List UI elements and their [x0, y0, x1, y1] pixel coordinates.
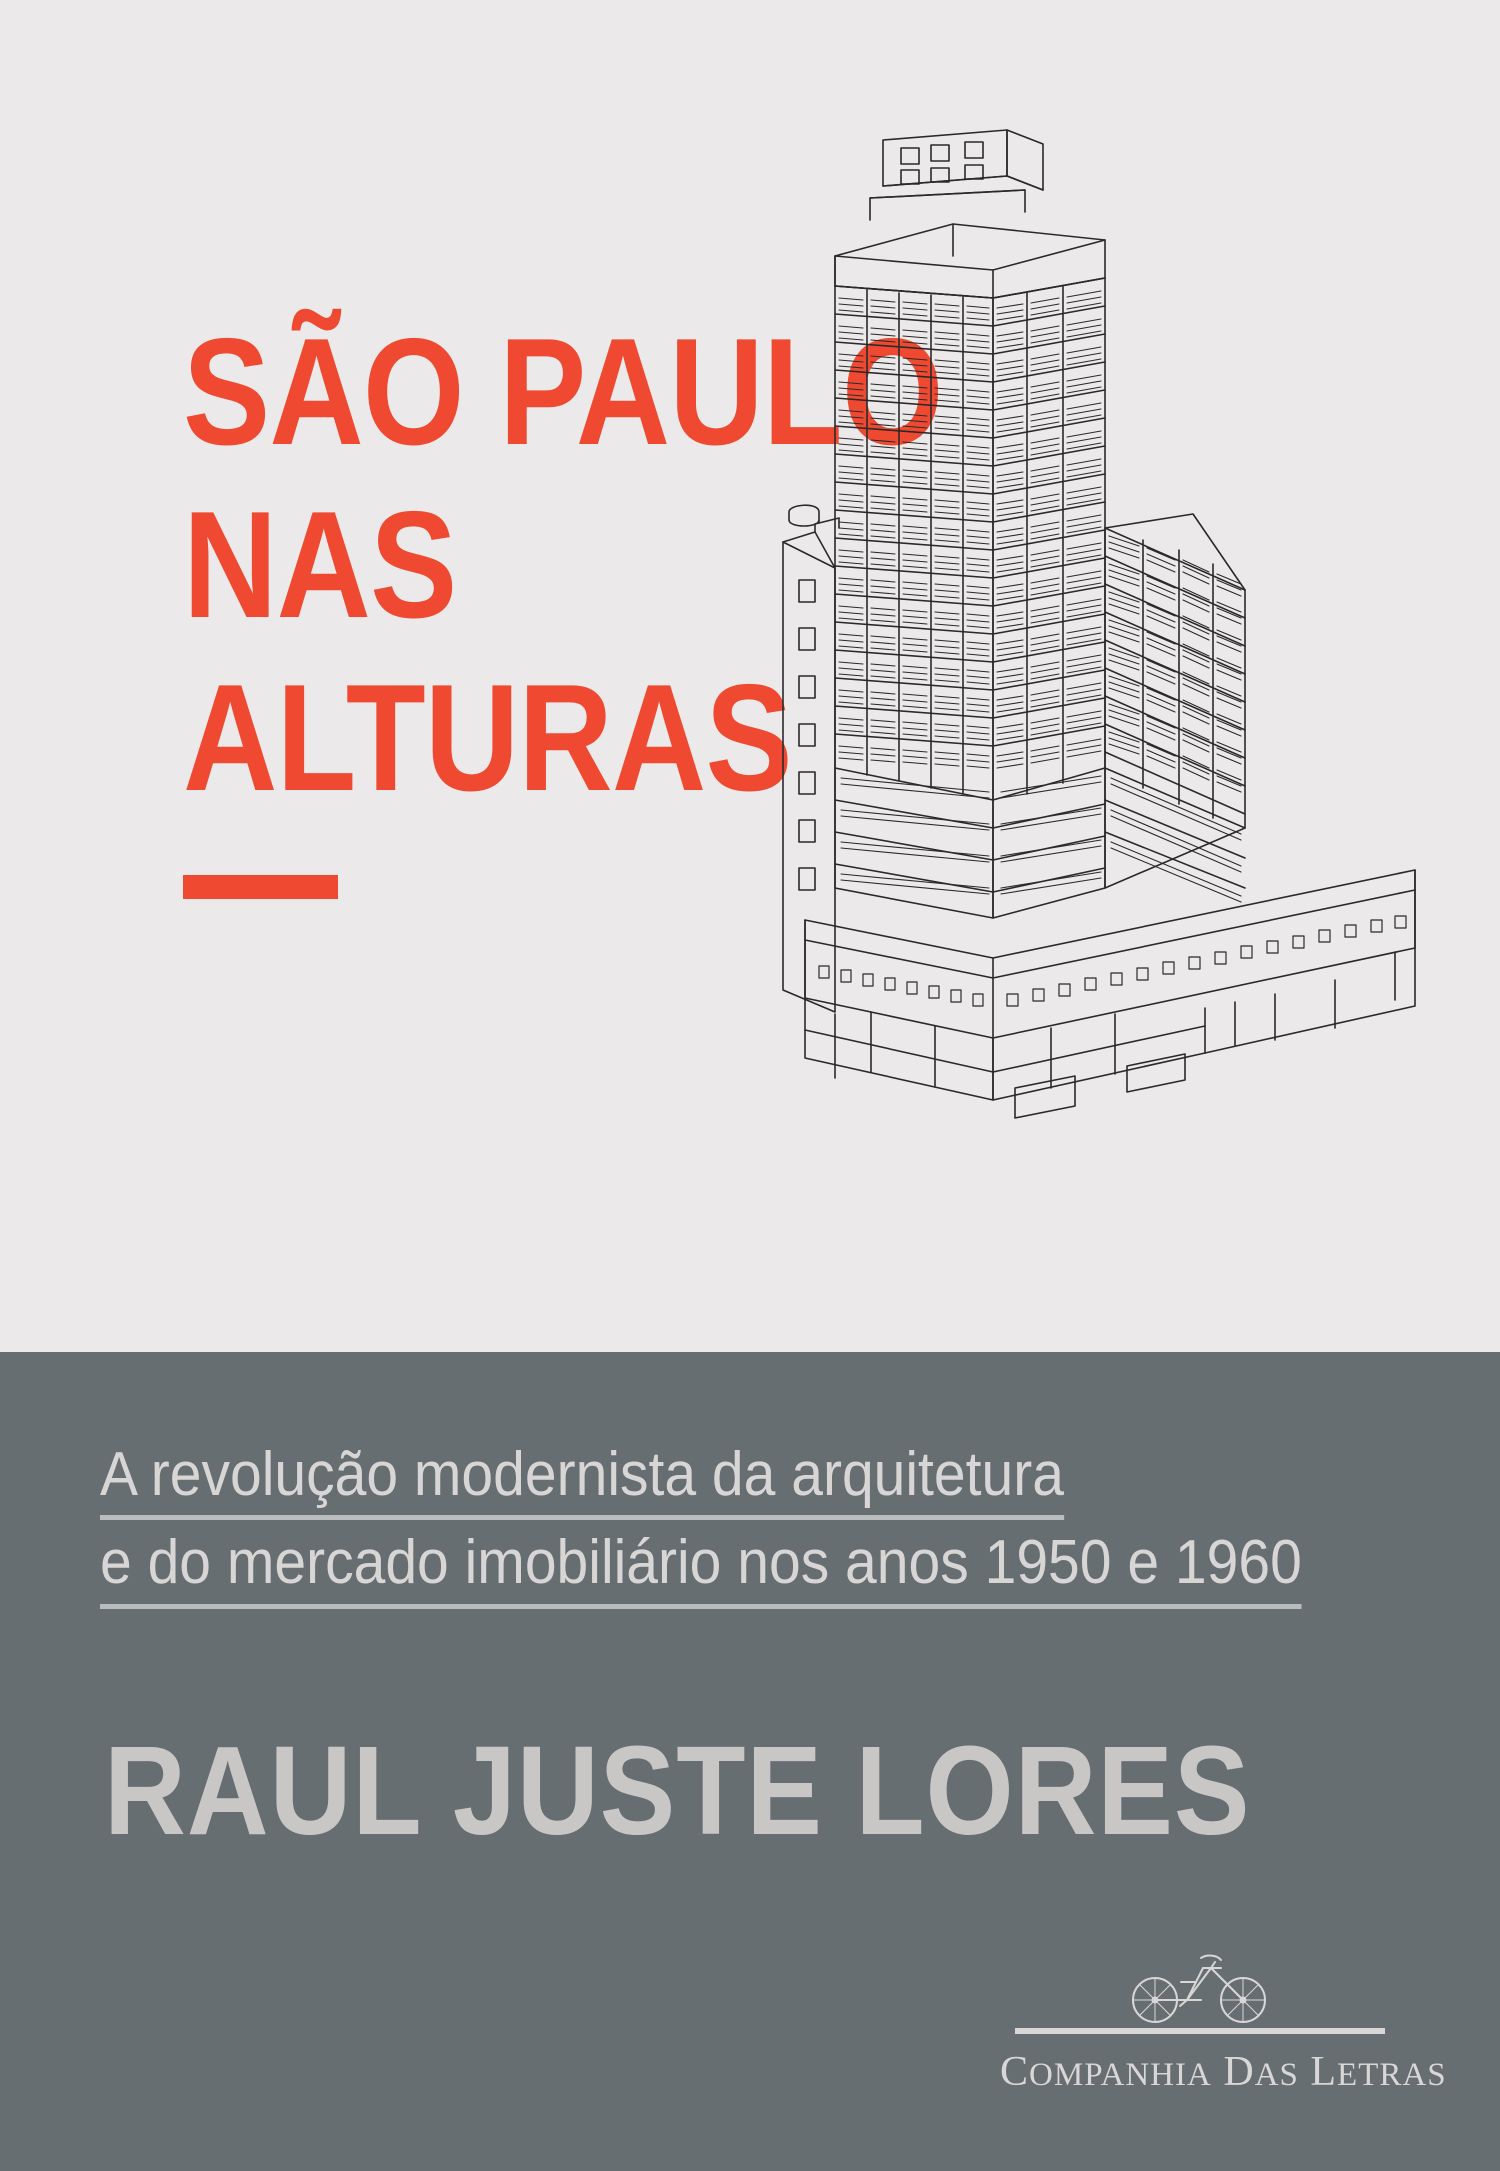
- tower-roof: [835, 190, 1105, 298]
- rooftop-box: [883, 130, 1043, 190]
- subtitle-line-1: A revolução modernista da arquitetura: [100, 1440, 1064, 1520]
- subtitle-line-2: e do mercado imobiliário nos anos 1950 e 1960: [100, 1528, 1302, 1608]
- publisher-name: COMPANHIA DAS LETRAS: [1000, 2049, 1447, 2095]
- service-tower: [783, 505, 839, 1012]
- tower-base-transition: [835, 768, 1245, 918]
- title-accent-rule: [183, 875, 338, 899]
- lower-wing: [1105, 514, 1245, 828]
- podium-base: [805, 870, 1415, 1038]
- tower-right-face: [993, 278, 1105, 800]
- subtitle-block: [100, 1440, 1420, 1617]
- bicycle-icon: [1125, 1948, 1275, 2026]
- publisher-logo: [1000, 1948, 1447, 2096]
- ground-level: [805, 948, 1415, 1100]
- publisher-rule: [1015, 2028, 1385, 2034]
- modernist-building-illustration: [775, 128, 1425, 1283]
- title-line-3: ALTURAS: [183, 652, 792, 823]
- title-line-1: SÃO PAULO: [183, 307, 943, 477]
- tower-left-face: [835, 286, 993, 800]
- author-name: RAUL JUSTE LORES: [104, 1720, 1251, 1861]
- title-line-2: NAS: [183, 479, 457, 650]
- title-block: [183, 307, 943, 899]
